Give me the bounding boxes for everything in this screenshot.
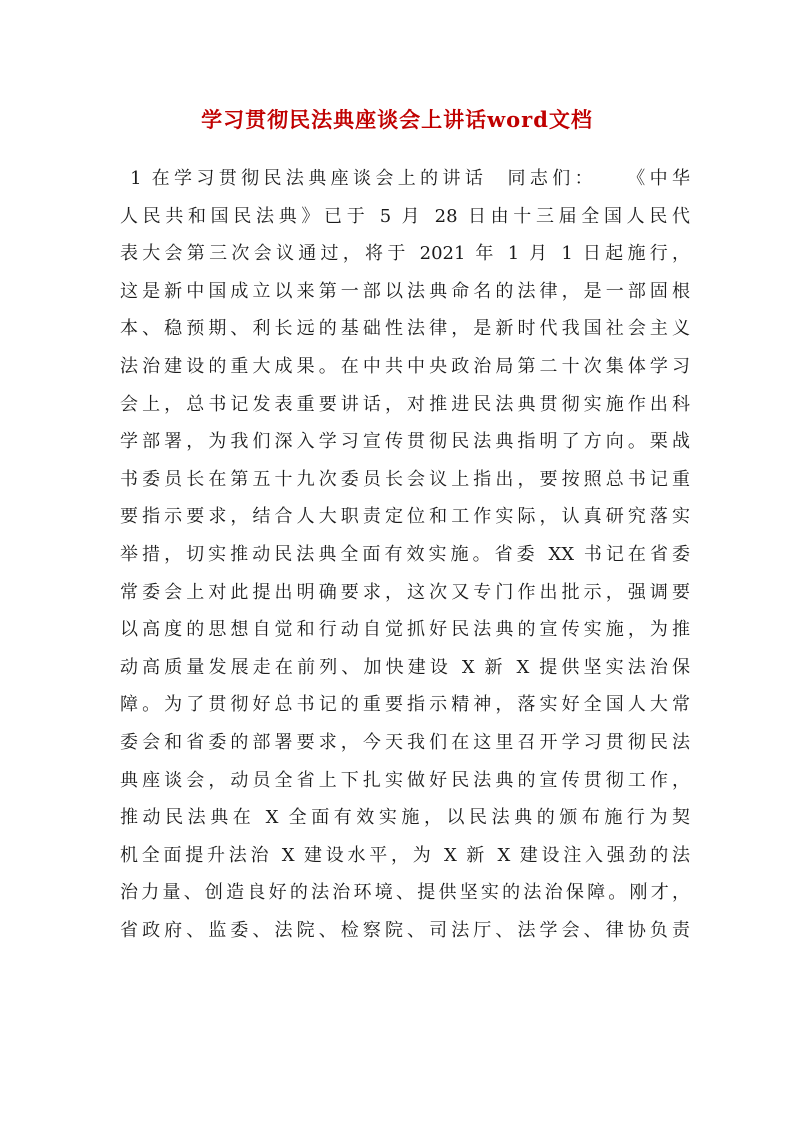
- body-line: 表大会第三次会议通过，将于 2021 年 1 月 1 日起施行，: [120, 243, 690, 265]
- body-line: 1 在学习贯彻民法典座谈会上的讲话 同志们： 《中华: [120, 168, 690, 189]
- body-line: 障。为了贯彻好总书记的重要指示精神，落实好全国人大常: [120, 694, 690, 716]
- body-line: 要指示要求，结合人大职责定位和工作实际，认真研究落实: [120, 506, 690, 528]
- body-line: 本、稳预期、利长远的基础性法律，是新时代我国社会主义: [120, 318, 690, 340]
- body-line: 学部署，为我们深入学习宣传贯彻民法典指明了方向。栗战: [120, 431, 690, 453]
- body-line: 委会和省委的部署要求，今天我们在这里召开学习贯彻民法: [120, 731, 690, 753]
- body-line: 法治建设的重大成果。在中共中央政治局第二十次集体学习: [120, 355, 690, 377]
- body-line: 治力量、创造良好的法治环境、提供坚实的法治保障。刚才，: [120, 882, 690, 904]
- body-line: 推动民法典在 X 全面有效实施，以民法典的颁布施行为契: [120, 807, 690, 829]
- document-title: 学习贯彻民法典座谈会上讲话word文档: [201, 107, 593, 132]
- body-line: 以高度的思想自觉和行动自觉抓好民法典的宣传实施，为推: [120, 619, 690, 641]
- body-line: 书委员长在第五十九次委员长会议上指出，要按照总书记重: [120, 468, 690, 490]
- body-line: 举措，切实推动民法典全面有效实施。省委 XX 书记在省委: [120, 543, 690, 565]
- body-line: 机全面提升法治 X 建设水平，为 X 新 X 建设注入强劲的法: [120, 844, 690, 866]
- document-body: [120, 160, 690, 949]
- body-line: 常委会上对此提出明确要求，这次又专门作出批示，强调要: [120, 581, 690, 603]
- body-line: 动高质量发展走在前列、加快建设 X 新 X 提供坚实法治保: [120, 656, 690, 678]
- body-line: 这是新中国成立以来第一部以法典命名的法律，是一部固根: [120, 280, 690, 302]
- body-line: 省政府、监委、法院、检察院、司法厅、法学会、律协负责: [120, 919, 690, 941]
- body-line: 典座谈会，动员全省上下扎实做好民法典的宣传贯彻工作，: [120, 769, 690, 791]
- body-line: 会上，总书记发表重要讲话，对推进民法典贯彻实施作出科: [120, 393, 690, 415]
- body-line: 人民共和国民法典》已于 5 月 28 日由十三届全国人民代: [120, 205, 690, 227]
